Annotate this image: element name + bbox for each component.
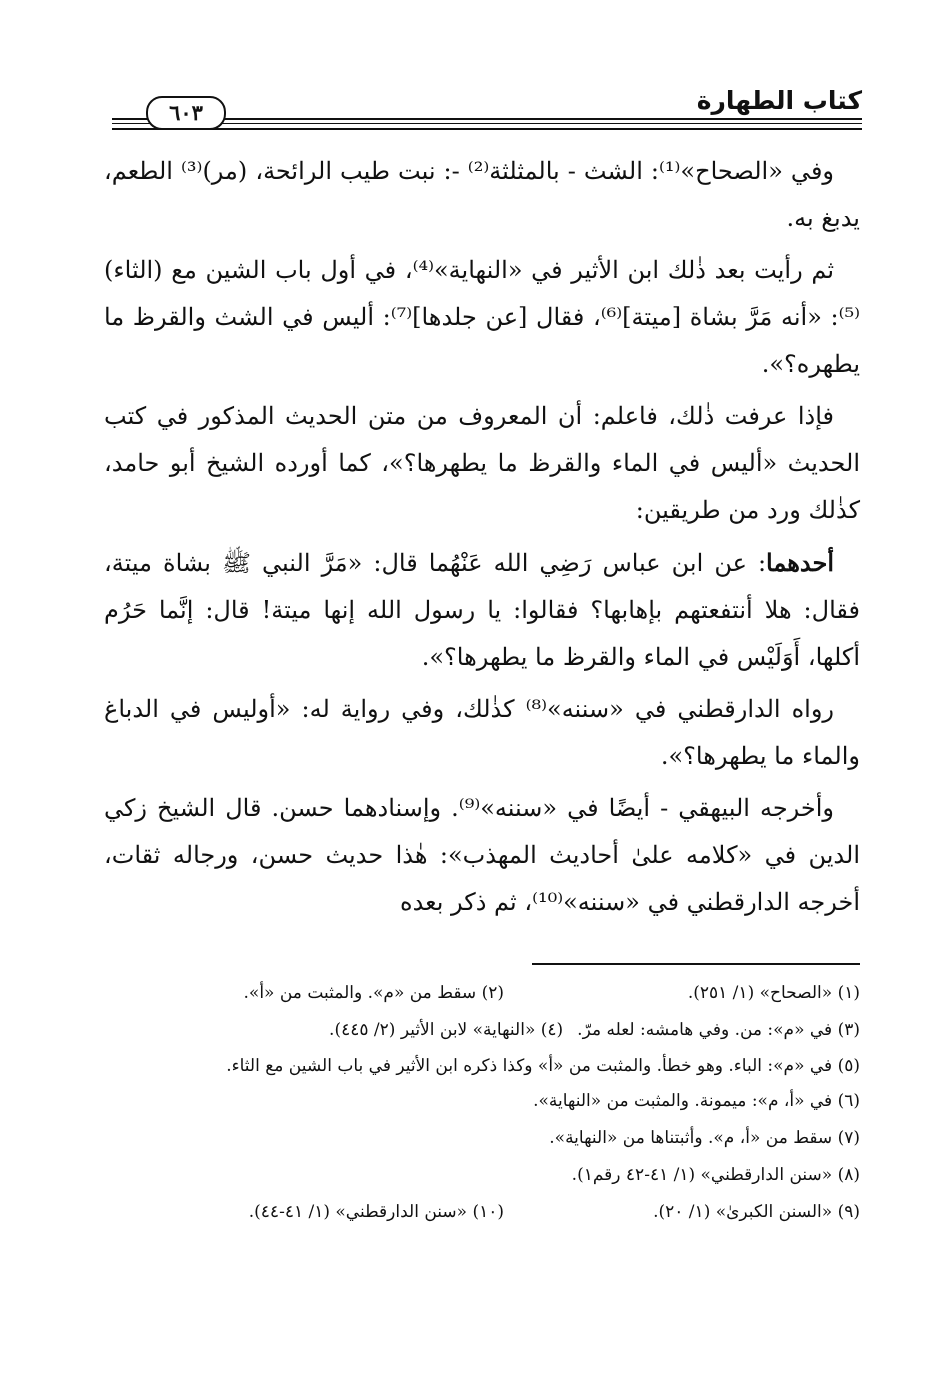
paragraph: رواه الدارقطني في «سننه»⁽⁸⁾ كذٰلك، وفي رواية له: «أوليس في الدباغ والماء ما يطهرها؟». [104,695,860,770]
paragraph-lead-word: أحدهما [766,548,834,577]
page-header [112,82,862,134]
footnote: (٤) «النهاية» لابن الأثير (٢/ ٤٤٥). [329,1020,564,1040]
chapter-title: كتاب الطهارة [696,86,862,115]
paragraph-text: : عن ابن عباس رَضِي الله عَنْهُما قال: «مَرَّ النبي ﷺ بشاة ميتة، فقال: هلا أنتفعتهم بإهابها؟ فقالوا: يا رسول الله إنها ميتة! قال: إنَّما حَرُم أكلها، أَوَلَيْس في الماء والقرظ ما يطهرها؟». [104,549,860,671]
paragraph [104,539,860,681]
footnote: (٦) في «أ، م»: ميمونة. والمثبت من «النهاية». [533,1091,860,1111]
footnote: (٩) «السنن الكبرىٰ» (١/ ٢٠). [653,1202,860,1222]
footnote: (٣) في «م»: من. وفي هامشه: لعله مرّ. [577,1020,860,1040]
footnote-row [104,1012,860,1049]
footnote: (١٠) «سنن الدارقطني» (١/ ٤١-٤٤). [248,1202,504,1222]
paragraph: وفي «الصحاح»⁽¹⁾: الشث - بالمثلثة⁽²⁾ -: نبت طيب الرائحة، (مر)⁽³⁾ الطعم، يدبغ به. [104,157,860,232]
main-text [104,148,860,931]
footnote: (٥) في «م»: الباء. وهو خطأ. والمثبت من «أ» وكذا ذكره ابن الأثير في باب الشين مع الثاء. [226,1056,860,1076]
footnote: (٨) «سنن الدارقطني» (١/ ٤١-٤٢ رقم١). [571,1165,860,1185]
paragraph: ثم رأيت بعد ذٰلك ابن الأثير في «النهاية»⁽⁴⁾، في أول باب الشين مع (الثاء)⁽⁵⁾: «أنه مَرَّ بشاة [ميتة]⁽⁶⁾، فقال [عن جلدها]⁽⁷⁾: أليس في الشث والقرظ ما يطهره؟». [104,256,860,378]
footnote: (١) «الصحاح» (١/ ٢٥١). [687,983,860,1003]
paragraph: وأخرجه البيهقي - أيضًا في «سننه»⁽⁹⁾. وإسنادهما حسن. قال الشيخ زكي الدين في «كلامه علىٰ أحاديث المهذب»: هٰذا حديث حسن، ورجاله ثقات، أخرجه الدارقطني في «سننه»⁽¹⁰⁾، ثم ذكر بعده [104,794,860,916]
paragraph: فإذا عرفت ذٰلك، فاعلم: أن المعروف من متن الحديث المذكور في كتب الحديث «أليس في الماء والقرظ ما يطهرها؟»، كما أورده الشيخ أبو حامد، كذٰلك ورد من طريقين: [104,402,860,524]
footnote-row [104,975,860,1012]
footnote-row [104,1194,860,1231]
footnote: (٢) سقط من «م». والمثبت من «أ». [243,983,504,1003]
header-rule [112,123,862,124]
footnote-separator [532,963,860,965]
footnote: (٧) سقط من «أ، م». وأثبتناها من «النهاية». [549,1128,860,1148]
header-rule [112,128,862,130]
footnotes [104,975,860,1231]
page-number-badge: ٦٠٣ [146,96,226,130]
